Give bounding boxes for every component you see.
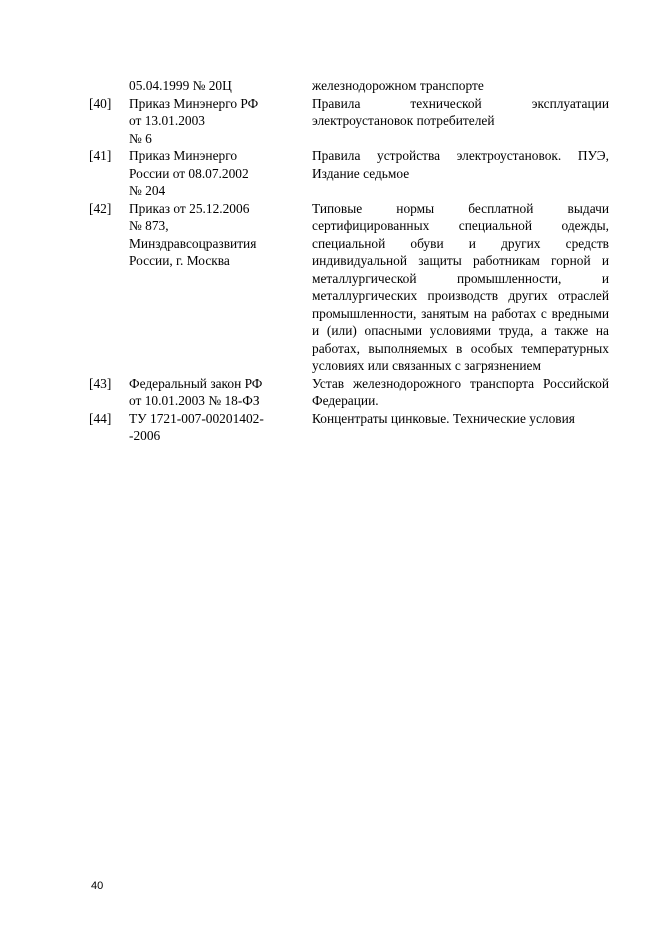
reference-row bbox=[89, 375, 609, 410]
reference-number bbox=[89, 77, 129, 95]
reference-number: [41] bbox=[89, 148, 112, 163]
references-body bbox=[89, 77, 609, 445]
reference-source: Приказ Минэнерго России от 08.07.2002 № 204 bbox=[129, 148, 249, 198]
reference-row bbox=[89, 200, 609, 375]
reference-source: 05.04.1999 № 20Ц bbox=[129, 78, 232, 93]
reference-title: Концентраты цинковые. Технические условия bbox=[312, 410, 575, 426]
reference-row bbox=[89, 95, 609, 148]
reference-source: Приказ от 25.12.2006 № 873, Минздравсоцразвития России, г. Москва bbox=[129, 200, 257, 268]
reference-number: [44] bbox=[89, 410, 112, 426]
reference-title: Устав железнодорожного транспорта Российской Федерации. bbox=[312, 375, 609, 408]
reference-row bbox=[89, 410, 609, 445]
reference-row bbox=[89, 147, 609, 200]
reference-title: Правила технической эксплуатации электроустановок потребителей bbox=[312, 95, 609, 128]
reference-number: [40] bbox=[89, 95, 112, 111]
reference-source: Приказ Минэнерго РФ от 13.01.2003 № 6 bbox=[129, 95, 259, 146]
references-table bbox=[89, 77, 609, 445]
reference-row bbox=[89, 77, 609, 95]
reference-number: [43] bbox=[89, 375, 112, 391]
reference-title: Типовые нормы бесплатной выдачи сертифицированных специальной одежды, специальной обуви и других средств индивидуальной защиты работникам горной и металлургической промышленности, и металлургических производств других отраслей промышленности, занятым на работах с вредными и (или) опасными условиями труда, а также на работах, выполняемых в особых температурных условиях или связанных с загрязнением bbox=[312, 200, 609, 373]
reference-title: железнодорожном транспорте bbox=[312, 78, 484, 93]
reference-title: Правила устройства электроустановок. ПУЭ, Издание седьмое bbox=[312, 148, 609, 181]
page-number: 40 bbox=[91, 880, 104, 892]
reference-source: ТУ 1721‑007‑00201402‑ ‑2006 bbox=[129, 410, 264, 443]
reference-source: Федеральный закон РФ от 10.01.2003 № 18-ФЗ bbox=[129, 375, 263, 408]
reference-number: [42] bbox=[89, 200, 112, 216]
